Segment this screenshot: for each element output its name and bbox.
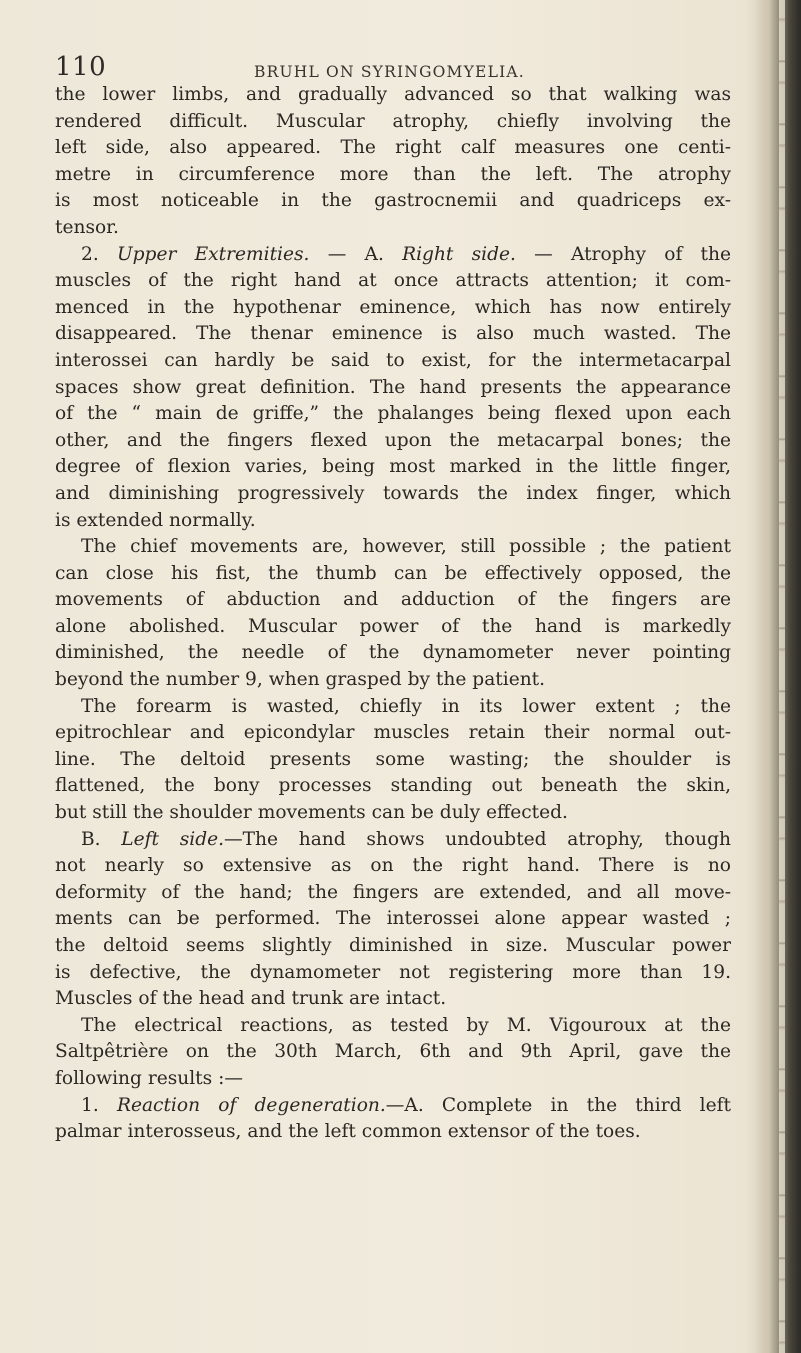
text-segment: — A. [309,243,403,265]
text-segment: not nearly so extensive as on the right hand. There is no [55,855,731,877]
text-segment: Muscles of the head and trunk are intact. [55,988,447,1010]
text-line [55,375,731,402]
text-segment: ments can be performed. The interossei alone appear wasted ; [55,908,731,930]
text-segment: beyond the number 9, when grasped by the patient. [55,669,546,691]
text-line [55,401,731,428]
text-segment: other, and the fingers flexed upon the metacarpal bones; the [55,429,731,451]
text-segment: alone abolished. Muscular power of the hand is markedly [55,615,731,637]
text-segment: The electrical reactions, as tested by M. Vigouroux at the [81,1014,731,1036]
text-line [55,933,731,960]
text-segment: rendered difficult. Muscular atrophy, chiefly involving the [55,110,731,132]
text-segment: spaces show great definition. The hand presents the appearance [55,376,731,398]
text-line [55,906,731,933]
text-segment: The forearm is wasted, chiefly in its lower extent ; the [81,695,731,717]
text-line [55,242,731,269]
body-text [55,82,731,1146]
text-segment: —A. Complete in the third left [385,1094,731,1116]
text-segment: palmar interosseus, and the left common extensor of the toes. [55,1121,641,1143]
text-segment: is defective, the dynamometer not registering more than 19. [55,961,731,983]
text-line [55,534,731,561]
text-line [55,614,731,641]
text-line [55,1066,731,1093]
text-line [55,1119,731,1146]
text-line [55,109,731,136]
text-segment: — Atrophy of the [515,243,732,265]
text-segment: of the “ main de griffe,” the phalanges being flexed upon each [55,403,731,425]
text-line [55,960,731,987]
text-segment: 1. [81,1094,117,1116]
text-segment: diminished, the needle of the dynamometer never pointing [55,642,731,664]
text-segment: line. The deltoid presents some wasting; the shoulder is [55,748,731,770]
text-line [55,82,731,109]
text-segment: can close his fist, the thumb can be effectively opposed, the [55,562,731,584]
text-line [55,454,731,481]
text-line [55,135,731,162]
text-segment: menced in the hypothenar eminence, which has now entirely [55,296,731,318]
text-segment: following results :— [55,1067,243,1089]
text-line [55,720,731,747]
text-line [55,694,731,721]
text-line [55,1039,731,1066]
page-edge-texture [779,0,785,1353]
text-segment: —The hand shows undoubted atrophy, though [224,828,731,850]
text-line [55,1093,731,1120]
text-segment: is extended normally. [55,509,256,531]
text-line [55,561,731,588]
text-segment: B. [81,828,122,850]
text-line [55,428,731,455]
text-segment: disappeared. The thenar eminence is also much wasted. The [55,323,731,345]
text-line [55,667,731,694]
book-binding-shadow [755,0,801,1353]
text-line [55,268,731,295]
text-segment: 2. [81,243,117,265]
text-line [55,827,731,854]
text-segment: interossei can hardly be said to exist, for the intermetacarpal [55,349,731,371]
text-line [55,640,731,667]
text-line [55,880,731,907]
text-line [55,188,731,215]
text-segment: the deltoid seems slightly diminished in size. Muscular power [55,935,731,956]
text-segment: epitrochlear and epicondylar muscles retain their normal out- [55,722,731,744]
text-line [55,773,731,800]
text-line [55,800,731,827]
italic-text: Reaction of degeneration. [116,1094,386,1116]
text-line [55,1013,731,1040]
text-segment: the lower limbs, and gradually advanced so that walking was [55,84,731,105]
text-segment: but still the shoulder movements can be duly effected. [55,802,568,824]
italic-text: Upper Extremities. [116,243,310,265]
text-line [55,321,731,348]
text-segment: movements of abduction and adduction of the fingers are [55,589,731,611]
text-segment: and diminishing progressively towards the index finger, which [55,482,731,504]
text-segment: degree of flexion varies, being most marked in the little finger, [55,456,731,478]
italic-text: Left side. [121,828,225,850]
text-line [55,162,731,189]
text-segment: The chief movements are, however, still possible ; the patient [81,536,731,558]
text-line [55,853,731,880]
text-segment: flattened, the bony processes standing out beneath the skin, [55,775,731,797]
italic-text: Right side. [402,243,516,265]
text-segment: deformity of the hand; the fingers are extended, and all move- [55,881,731,903]
text-line [55,215,731,242]
text-line [55,348,731,375]
text-line [55,986,731,1013]
text-segment: Saltpêtrière on the 30th March, 6th and 9th April, gave the [55,1041,731,1063]
text-segment: left side, also appeared. The right calf measures one centi- [55,137,731,159]
page-number: 110 [55,52,107,82]
text-line [55,587,731,614]
text-line [55,508,731,535]
text-segment: is most noticeable in the gastrocnemii and quadriceps ex- [55,190,731,212]
text-segment: tensor. [55,216,119,238]
text-segment: muscles of the right hand at once attracts attention; it com- [55,270,731,292]
text-segment: metre in circumference more than the left. The atrophy [55,163,731,185]
text-line [55,481,731,508]
text-line [55,295,731,322]
running-head: BRUHL ON SYRINGOMYELIA. [254,63,525,81]
text-line [55,747,731,774]
